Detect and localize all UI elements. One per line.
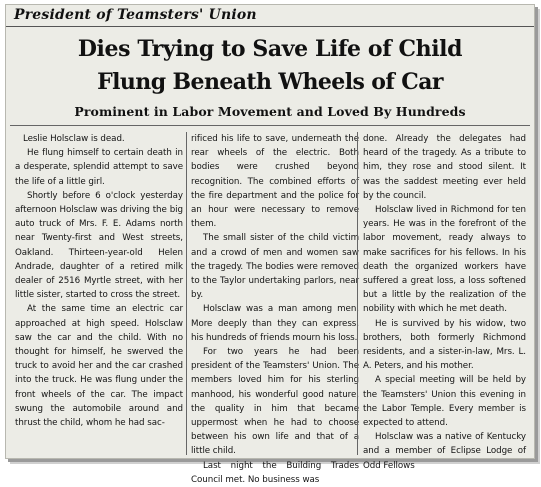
column-divider [357, 132, 358, 455]
deck-rule [10, 125, 530, 126]
article-paragraph: rificed his life to save, underneath the rear wheels of the electric. Both bodies were crushed beyond recognition. The combined efforts of the fire department and the police for an hour were necessary to remove them. [191, 134, 359, 230]
article-paragraph: Holsclaw lived in Richmond for ten years. He was in the forefront of the labor movement, ready always to make sacrifices for his fellows. In his death the organized workers have suffered a great loss, a loss softened but a little by the realization of the nobility with which he met death. [363, 205, 526, 315]
top-rule [6, 26, 534, 27]
article-paragraph: He flung himself to certain death in a desperate, splendid attempt to save the life of a little girl. [15, 148, 183, 187]
newspaper-clipping [5, 4, 535, 485]
article-paragraph: Shortly before 6 o'clock yesterday afternoon Holsclaw was driving the big auto truck of Mrs. F. E. Adams north near Twenty-first and West streets, Oakland. Thirteen-year-old Helen Andrade, daughter of a retired milk dealer of 2516 Myrtle street, with her little sister, started to cross the street. [15, 190, 183, 301]
subheadline-deck: Prominent in Labor Movement and Loved By Hundreds [74, 104, 466, 119]
article-paragraph: Leslie Holsclaw is dead. [23, 134, 125, 144]
article-column-1 [15, 132, 183, 458]
article-paragraph: done. Already the delegates had heard of the tragedy. As a tribute to him, they rose and stood silent. It was the saddest meeting ever held by the council. [363, 134, 526, 201]
headline-line-2: Flung Beneath Wheels of Car [97, 69, 443, 95]
article-paragraph: The small sister of the child victim and a crowd of men and women saw the tragedy. The bodies were removed to the Taylor undertaking parlors, near by. [191, 233, 359, 301]
article-column-3 [363, 132, 526, 471]
article-paragraph: A special meeting will be held by the Teamsters' Union this evening in the Labor Temple. Every member is expected to attend. [363, 375, 526, 429]
article-column-2 [191, 132, 359, 485]
kicker-heading: President of Teamsters' Union [14, 7, 257, 23]
article-paragraph: He is survived by his widow, two brothers, both formerly Richmond residents, and a sister-in-law, Mrs. L. A. Peters, and his mother. [363, 318, 526, 372]
headline-line-1: Dies Trying to Save Life of Child [77, 36, 463, 62]
article-paragraph: Holsclaw was a man among men. More deeply than they can express, his hundreds of friends mourn his loss. [191, 304, 359, 343]
article-paragraph: At the same time an electric car approached at high speed. Holsclaw saw the car and the child. With no thought for himself, he swerved the truck to avoid her and the car crashed into the truck. He was flung under the front wheels of the car. The impact swung the automobile around and thrust the child, whom he had sac- [15, 304, 183, 429]
article-paragraph: Holsclaw was a native of Kentucky and a member of Eclipse Lodge of Odd Fellows [363, 432, 526, 471]
article-paragraph: Last night the Building Trades Council met. No business was [191, 460, 359, 485]
column-divider [186, 132, 187, 455]
article-paragraph: For two years he had been president of the Teamsters' Union. The members loved him for his sterling manhood, his wonderful good nature, the quality in him that became uppermost when he had to choose between his own life and that of a little child. [191, 347, 359, 457]
